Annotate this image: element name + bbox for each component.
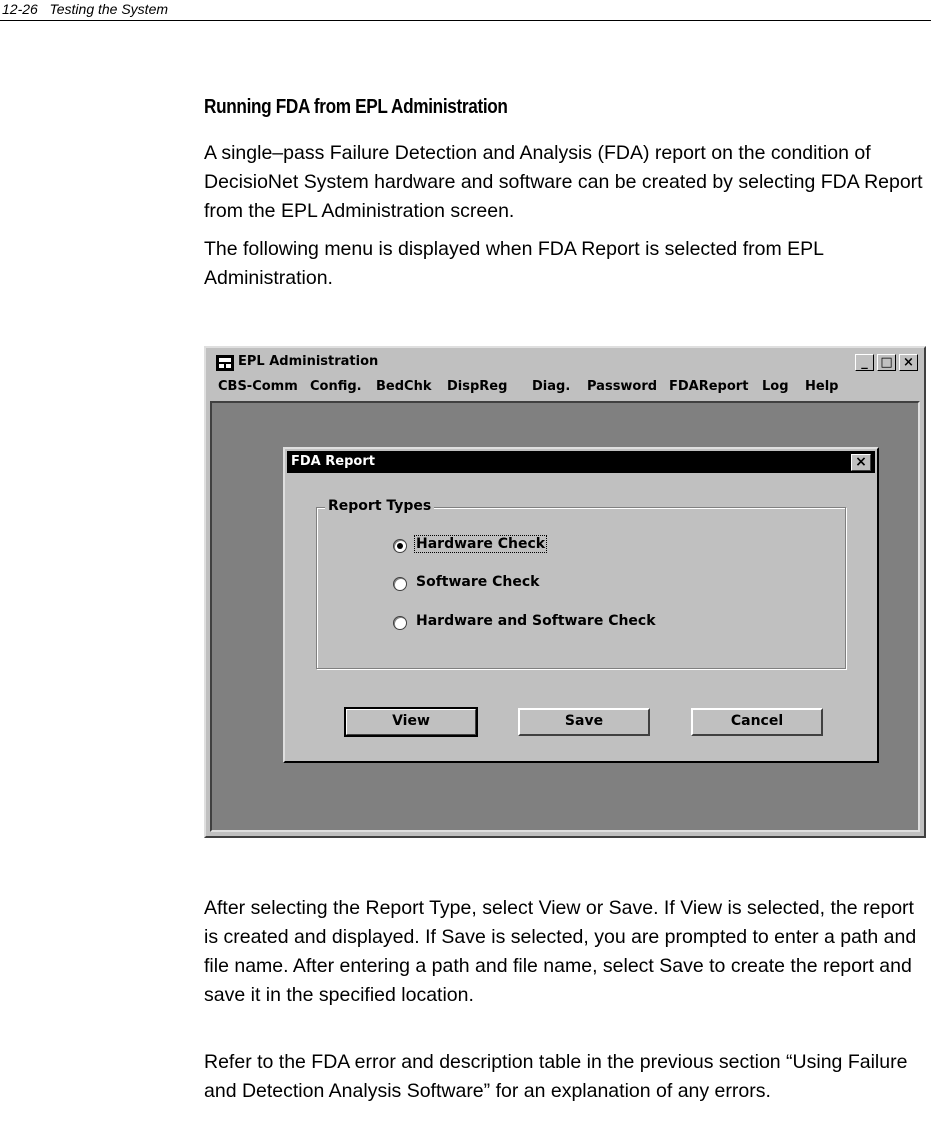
dialog-close-button[interactable]: × bbox=[851, 454, 871, 471]
reference-paragraph: Refer to the FDA error and description table in the previous section “Using Failure and Detection Analysis Software” for an explanation of any errors. bbox=[204, 1051, 908, 1102]
window-title: EPL Administration bbox=[238, 354, 379, 369]
intro-paragraph: A single–pass Failure Detection and Analysis (FDA) report on the condition of DecisioNet System hardware and software can be created by selecting FDA Report from the EPL Administration screen. bbox=[204, 142, 923, 222]
save-button[interactable]: Save bbox=[518, 708, 650, 736]
window-titlebar bbox=[210, 351, 920, 373]
menu-log[interactable]: Log bbox=[762, 379, 789, 394]
dialog-title: FDA Report bbox=[291, 454, 375, 469]
epl-administration-window bbox=[204, 346, 926, 838]
page-header bbox=[0, 0, 931, 21]
radio-label[interactable]: Software Check bbox=[416, 574, 540, 590]
report-types-label: Report Types bbox=[325, 498, 434, 514]
fda-report-dialog bbox=[283, 447, 879, 763]
menu-dispreg[interactable]: DispReg bbox=[447, 379, 508, 394]
menu-bar bbox=[218, 379, 918, 399]
menu-bedchk[interactable]: BedChk bbox=[376, 379, 432, 394]
radio-selected-icon[interactable] bbox=[393, 539, 407, 553]
radio-label[interactable]: Hardware Check bbox=[416, 536, 546, 552]
menu-paragraph: The following menu is displayed when FDA Report is selected from EPL Administration. bbox=[204, 238, 824, 289]
page-header-text: 12-26 Testing the System bbox=[2, 1, 169, 17]
dialog-titlebar bbox=[287, 451, 875, 473]
radio-label[interactable]: Hardware and Software Check bbox=[416, 613, 656, 629]
menu-help[interactable]: Help bbox=[805, 379, 839, 394]
radio-unselected-icon[interactable] bbox=[393, 616, 407, 630]
report-types-group bbox=[316, 498, 846, 669]
menu-password[interactable]: Password bbox=[587, 379, 658, 394]
menu-config[interactable]: Config. bbox=[310, 379, 362, 394]
section-title: Running FDA from EPL Administration bbox=[204, 96, 508, 118]
maximize-button[interactable]: □ bbox=[877, 354, 896, 371]
menu-cbs-comm[interactable]: CBS-Comm bbox=[218, 379, 298, 394]
window-close-button[interactable]: × bbox=[899, 354, 918, 371]
menu-fdareport[interactable]: FDAReport bbox=[669, 379, 749, 394]
application-icon bbox=[216, 355, 234, 371]
cancel-button[interactable]: Cancel bbox=[691, 708, 823, 736]
radio-unselected-icon[interactable] bbox=[393, 577, 407, 591]
menu-diag[interactable]: Diag. bbox=[532, 379, 571, 394]
minimize-button[interactable]: _ bbox=[855, 354, 874, 371]
view-button[interactable]: View bbox=[345, 708, 477, 736]
view-save-paragraph: After selecting the Report Type, select View or Save. If View is selected, the report is created and displayed. If Save is selected, you are prompted to enter a path and file name. After entering a path and file name, select Save to create the report and save it in the specified location. bbox=[204, 897, 917, 1006]
